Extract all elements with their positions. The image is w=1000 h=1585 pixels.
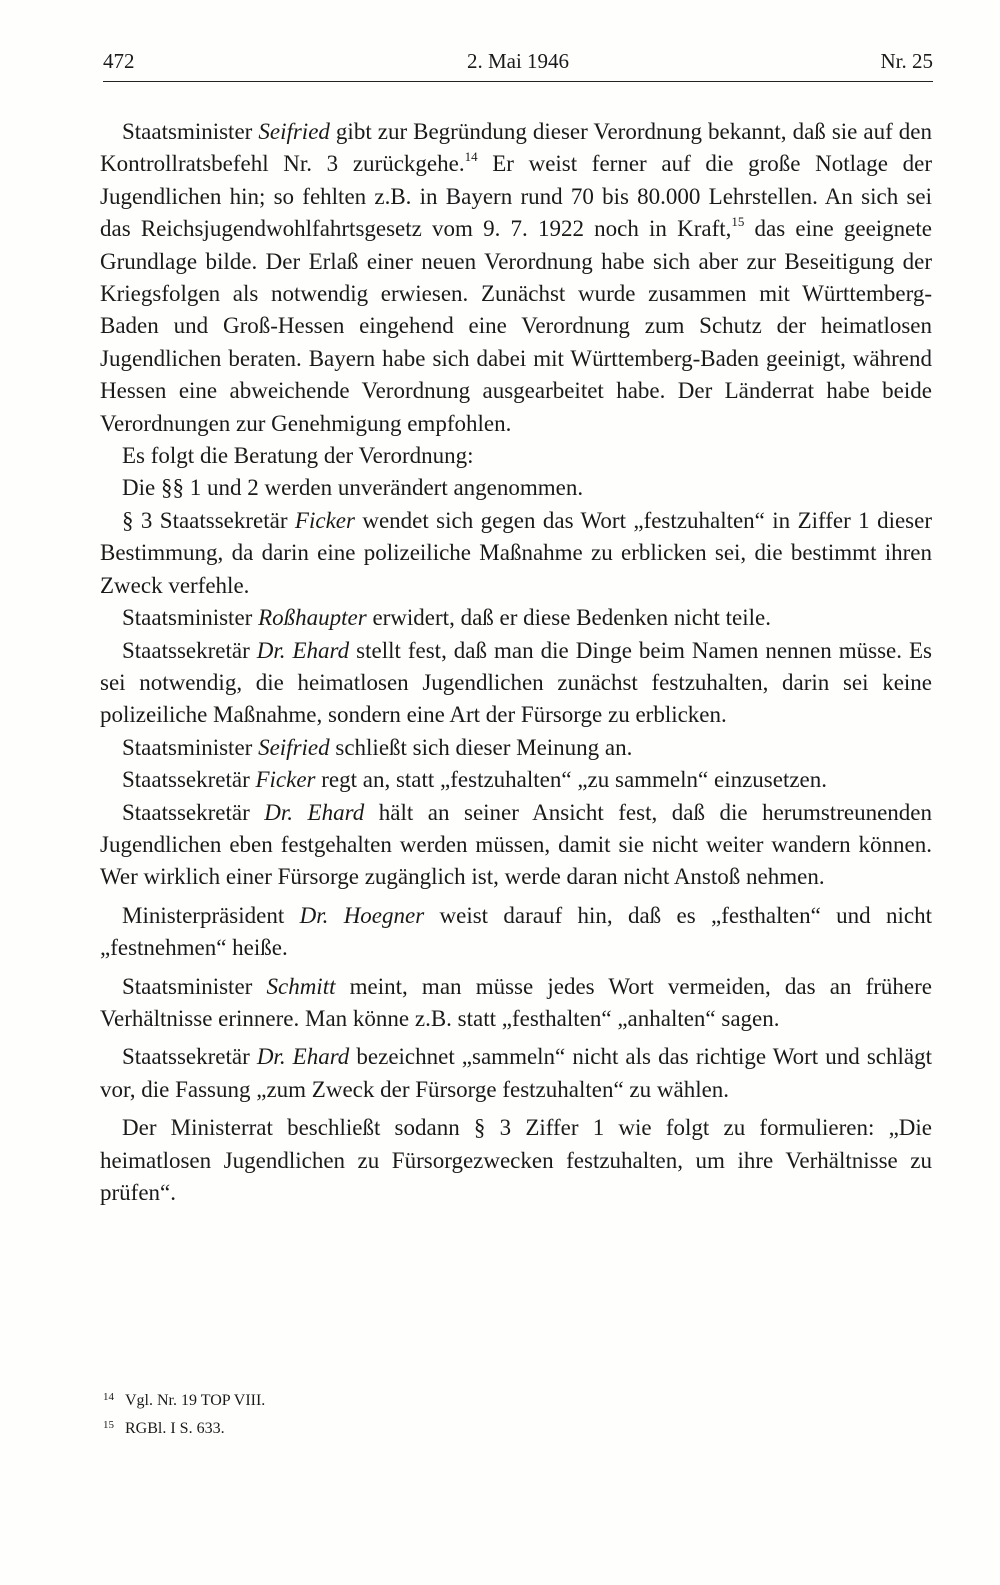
- paragraph-text: bezeichnet „sammeln“ nicht als das richtige Wort und schlägt vor, die Fassung „zum Zweck der Fürsorge festzuhalten“ zu wählen.: [100, 1044, 932, 1102]
- speaker-name: Dr. Hoegner: [299, 902, 425, 928]
- paragraph-text: Staatsminister: [122, 119, 259, 144]
- footnote-text: RGBl. I S. 633.: [125, 1420, 225, 1437]
- paragraph-text: erwidert, daß er diese Bedenken nicht teile.: [366, 605, 771, 631]
- paragraph: [100, 971, 932, 1036]
- footnote-ref: 15: [731, 214, 745, 230]
- paragraph-text: Er weist ferner auf die große Notlage der Jugendlichen hin; so fehlten z.B. in Bayern rund 70 bis 80.000 Lehrstellen. An sich sei das Reichsjugendwohlfahrtsgesetz vom 9. 7. 1922 noch in Kraft,: [100, 151, 932, 242]
- paragraph: [100, 764, 932, 796]
- paragraph-text: gibt zur Begründung dieser Verordnung bekannt, daß sie auf den Kontrollratsbefehl Nr. 3 zurückgehe.: [100, 119, 932, 177]
- paragraph-text: das eine geeignete Grundlage bilde. Der Erlaß einer neuen Verordnung habe sich aber zur Beseitigung der Kriegsfolgen als notwendig erwiesen. Zunächst wurde zusammen mit Württemberg-Baden und Groß-Hessen eingehend eine Verordnung zum Schutz der heimatlosen Jugendlichen beraten. Bayern habe sich dabei mit Württemberg-Baden geeinigt, während Hessen eine abweichende Verordnung ausgearbeitet habe. Der Länderrat habe beide Verordnungen zur Genehmigung empfohlen.: [100, 216, 932, 436]
- paragraph-text: § 3 Staatssekretär: [122, 507, 295, 533]
- speaker-name: Dr. Ehard: [256, 637, 350, 663]
- paragraph: [100, 116, 932, 440]
- running-header: [103, 47, 933, 82]
- paragraph: [100, 900, 932, 965]
- paragraph: [100, 1041, 932, 1106]
- paragraph-text: Staatsminister: [122, 605, 259, 631]
- body-text: [100, 116, 932, 1209]
- paragraph-text: Staatssekretär: [122, 799, 265, 825]
- page-number: 472: [103, 49, 135, 73]
- footnote-number: 14: [103, 1391, 114, 1403]
- paragraph-text: weist darauf hin, daß es „festhalten“ und nicht „festnehmen“ heiße.: [100, 902, 932, 961]
- header-date: 2. Mai 1946: [466, 49, 570, 73]
- footnote-ref: 14: [464, 149, 478, 165]
- speaker-name: Ficker: [294, 507, 355, 533]
- paragraph: [100, 472, 932, 504]
- paragraph: [100, 635, 932, 732]
- paragraph-text: regt an, statt „festzuhalten“ „zu sammeln“ einzusetzen.: [315, 767, 828, 793]
- footnote-number: 15: [103, 1419, 114, 1431]
- footnote: [103, 1413, 703, 1441]
- paragraph: [100, 602, 932, 634]
- footnote: [103, 1385, 703, 1413]
- paragraph-text: stellt fest, daß man die Dinge beim Namen nennen müsse. Es sei notwendig, die heimatlosen Jugendlichen zunächst festzuhalten, darin sei keine polizeiliche Maßnahme, sondern eine Art der Fürsorge zu erblicken.: [100, 637, 932, 728]
- paragraph-text: Staatssekretär: [122, 637, 257, 663]
- speaker-name: Ficker: [255, 767, 316, 793]
- paragraph-text: schließt sich dieser Meinung an.: [329, 734, 633, 760]
- paragraph: [100, 732, 932, 764]
- speaker-name: Roßhaupter: [258, 605, 367, 631]
- speaker-name: Dr. Ehard: [264, 799, 365, 825]
- paragraph-text: meint, man müsse jedes Wort vermeiden, das an frühere Verhältnisse erinnere. Man könne z.B. statt „festhalten“ „anhalten“ sagen.: [100, 973, 932, 1031]
- speaker-name: Seifried: [258, 734, 330, 760]
- paragraph: [100, 440, 932, 472]
- issue-number: Nr. 25: [880, 49, 933, 73]
- paragraph-text: Staatsminister: [122, 734, 259, 760]
- paragraph: [100, 797, 932, 894]
- paragraph-text: Staatsminister: [122, 973, 267, 999]
- paragraph-text: Staatssekretär: [122, 767, 256, 793]
- paragraph: [100, 505, 932, 602]
- paragraph-text: Staatssekretär: [122, 1044, 257, 1070]
- speaker-name: Dr. Ehard: [256, 1044, 350, 1070]
- footnotes: [103, 1385, 703, 1441]
- speaker-name: Schmitt: [266, 973, 336, 999]
- paragraph-text: Ministerpräsident: [122, 902, 300, 928]
- footnote-text: Vgl. Nr. 19 TOP VIII.: [125, 1392, 266, 1409]
- paragraph-text: wendet sich gegen das Wort „festzuhalten“ in Ziffer 1 dieser Bestimmung, da darin eine polizeiliche Maßnahme zu erblicken sei, die bestimmt ihren Zweck verfehle.: [100, 507, 932, 598]
- paragraph-text: Die §§ 1 und 2 werden unverändert angenommen.: [122, 475, 584, 501]
- speaker-name: Seifried: [258, 119, 330, 144]
- paragraph-text: Es folgt die Beratung der Verordnung:: [122, 443, 474, 469]
- paragraph-text: hält an seiner Ansicht fest, daß die herumstreunenden Jugendlichen eben festgehalten werden müssen, damit sie nicht weiter wandern können. Wer wirklich einer Fürsorge zugänglich ist, werde daran nicht Anstoß nehmen.: [100, 799, 932, 890]
- paragraph: [100, 1112, 932, 1209]
- paragraph-text: Der Ministerrat beschließt sodann § 3 Ziffer 1 wie folgt zu formulieren: „Die heimatlosen Jugendlichen zu Fürsorgezwecken festzuhalten, um ihre Verhältnisse zu prüfen“.: [100, 1115, 932, 1205]
